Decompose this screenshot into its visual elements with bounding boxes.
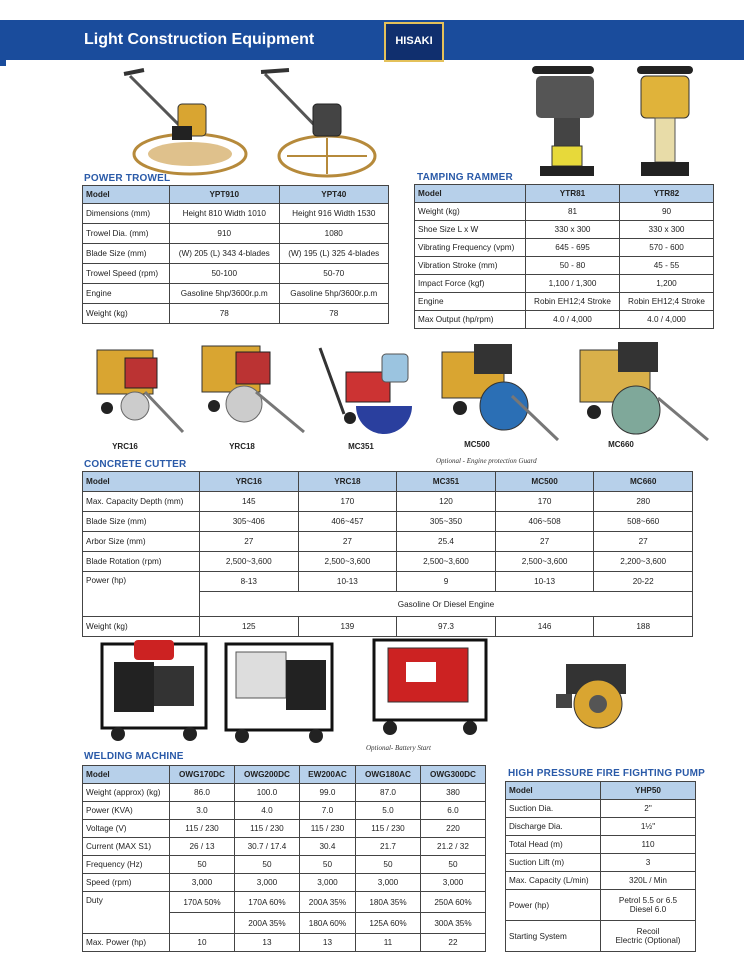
power-line: Diesel 6.0 — [629, 905, 667, 914]
table-cell: 2" — [601, 800, 696, 818]
table-cell: 3,000 — [170, 874, 235, 892]
table-cell: 50 — [356, 856, 421, 874]
table-cell: 30.4 — [299, 838, 355, 856]
table-cell: 100.0 — [234, 784, 299, 802]
table-cell: 26 / 13 — [170, 838, 235, 856]
row-label: Shoe Size L x W — [415, 221, 526, 239]
concrete-cutter-mc351-image — [316, 344, 432, 436]
table-cell: 280 — [594, 492, 693, 512]
row-label: Power (hp) — [83, 572, 200, 617]
table-cell: 27 — [495, 532, 594, 552]
welding-machine-table — [82, 765, 486, 952]
table-cell: 145 — [200, 492, 299, 512]
table-cell: 50 - 80 — [526, 257, 620, 275]
table-cell: 1,200 — [620, 275, 714, 293]
table-cell: 20-22 — [594, 572, 693, 592]
table-cell: 50 — [420, 856, 485, 874]
row-label: Power (hp) — [506, 890, 601, 921]
row-label: Discharge Dia. — [506, 818, 601, 836]
table-cell: 146 — [495, 617, 594, 637]
table-cell: 3,000 — [356, 874, 421, 892]
table-cell: 115 / 230 — [356, 820, 421, 838]
row-label: Weight (kg) — [83, 304, 170, 324]
column-header: MC500 — [495, 472, 594, 492]
column-header: YTR82 — [620, 185, 714, 203]
row-label: Trowel Speed (rpm) — [83, 264, 170, 284]
table-header-row — [83, 186, 389, 204]
row-label: Dimensions (mm) — [83, 204, 170, 224]
column-header: OWG300DC — [420, 766, 485, 784]
table-cell: 50-70 — [279, 264, 389, 284]
table-cell: 13 — [234, 934, 299, 952]
cutter-caption: YRC18 — [229, 442, 255, 451]
table-cell: 4.0 — [234, 802, 299, 820]
table-cell: 99.0 — [299, 784, 355, 802]
concrete-cutter-mc500-image — [432, 336, 562, 446]
table-cell: 3,000 — [234, 874, 299, 892]
power-trowel-title: POWER TROWEL — [84, 173, 171, 184]
table-cell: 10-13 — [298, 572, 397, 592]
fire-pump-table — [505, 781, 696, 952]
table-cell: 170 — [298, 492, 397, 512]
table-row — [83, 304, 389, 324]
table-cell: 50 — [234, 856, 299, 874]
column-header: EW200AC — [299, 766, 355, 784]
table-cell: 1080 — [279, 224, 389, 244]
table-header-row — [83, 766, 486, 784]
table-row — [506, 890, 696, 921]
row-label: Suction Dia. — [506, 800, 601, 818]
welding-machine-image-1 — [94, 636, 214, 744]
start-line: Electric (Optional) — [615, 936, 681, 945]
table-cell: 1,100 / 1,300 — [526, 275, 620, 293]
table-cell: 27 — [200, 532, 299, 552]
table-cell: Robin EH12;4 Stroke — [526, 293, 620, 311]
table-cell: 305~406 — [200, 512, 299, 532]
table-cell: 50-100 — [170, 264, 280, 284]
table-cell: Gasoline 5hp/3600r.p.m — [170, 284, 280, 304]
table-row — [83, 284, 389, 304]
row-label: Max. Capacity (L/min) — [506, 872, 601, 890]
table-cell: 1½" — [601, 818, 696, 836]
table-cell: 3,000 — [420, 874, 485, 892]
table-cell: 380 — [420, 784, 485, 802]
table-cell: 7.0 — [299, 802, 355, 820]
table-row — [506, 818, 696, 836]
concrete-cutter-yrc16-image — [85, 336, 190, 441]
table-row — [83, 892, 486, 913]
logo-text: HISAKI — [395, 35, 433, 47]
table-cell: 97.3 — [397, 617, 496, 637]
welding-optional-note: Optional- Battery Start — [366, 744, 431, 752]
column-header: YRC18 — [298, 472, 397, 492]
table-row — [415, 221, 714, 239]
table-row — [83, 512, 693, 532]
table-cell: 3,000 — [299, 874, 355, 892]
table-row — [83, 532, 693, 552]
table-header-row — [415, 185, 714, 203]
table-cell: 8-13 — [200, 572, 299, 592]
table-cell: Height 810 Width 1010 — [170, 204, 280, 224]
cutter-caption: MC660 — [608, 440, 634, 449]
row-label: Max Output (hp/rpm) — [415, 311, 526, 329]
row-label: Voltage (V) — [83, 820, 170, 838]
table-cell: 220 — [420, 820, 485, 838]
row-label: Impact Force (kgf) — [415, 275, 526, 293]
table-cell — [601, 921, 696, 952]
power-trowel-ypt40-image — [255, 66, 380, 178]
header-accent — [0, 20, 6, 66]
table-cell: Height 916 Width 1530 — [279, 204, 389, 224]
table-cell: 910 — [170, 224, 280, 244]
table-row — [83, 204, 389, 224]
column-header: Model — [506, 782, 601, 800]
table-cell: 2,500~3,600 — [495, 552, 594, 572]
table-cell: 115 / 230 — [170, 820, 235, 838]
cutter-optional-note: Optional - Engine protection Guard — [436, 457, 537, 465]
power-line: Petrol 5.5 or 6.5 — [618, 896, 678, 905]
row-label: Vibrating Frequency (vpm) — [415, 239, 526, 257]
row-label: Vibration Stroke (mm) — [415, 257, 526, 275]
table-row — [83, 552, 693, 572]
cutter-caption: MC500 — [464, 440, 490, 449]
column-header: YPT910 — [170, 186, 280, 204]
table-header-row — [506, 782, 696, 800]
table-cell: 188 — [594, 617, 693, 637]
table-cell: 330 x 300 — [620, 221, 714, 239]
table-cell: 250A 60% — [420, 892, 485, 913]
table-cell: 115 / 230 — [234, 820, 299, 838]
table-row — [506, 800, 696, 818]
table-cell: 115 / 230 — [299, 820, 355, 838]
column-header: Model — [83, 186, 170, 204]
table-cell: 3 — [601, 854, 696, 872]
table-row — [506, 836, 696, 854]
table-cell: 2,200~3,600 — [594, 552, 693, 572]
column-header: MC660 — [594, 472, 693, 492]
table-row — [415, 203, 714, 221]
table-row — [415, 257, 714, 275]
table-row — [83, 934, 486, 952]
welding-machine-image-3 — [366, 634, 494, 744]
column-header: Model — [83, 472, 200, 492]
table-cell: 406~508 — [495, 512, 594, 532]
row-label: Weight (approx) (kg) — [83, 784, 170, 802]
welding-machine-title: WELDING MACHINE — [84, 751, 184, 762]
table-cell: 78 — [279, 304, 389, 324]
table-cell: 87.0 — [356, 784, 421, 802]
row-label: Total Head (m) — [506, 836, 601, 854]
engine-note-cell: Gasoline Or Diesel Engine — [200, 592, 693, 617]
table-cell: 180A 60% — [299, 913, 355, 934]
row-label: Current (MAX S1) — [83, 838, 170, 856]
table-cell: 170A 60% — [234, 892, 299, 913]
row-label: Frequency (Hz) — [83, 856, 170, 874]
column-header: Model — [83, 766, 170, 784]
table-row — [506, 854, 696, 872]
table-cell: 5.0 — [356, 802, 421, 820]
table-cell: 300A 35% — [420, 913, 485, 934]
column-header: Model — [415, 185, 526, 203]
row-label: Arbor Size (mm) — [83, 532, 200, 552]
table-cell — [601, 890, 696, 921]
row-label: Starting System — [506, 921, 601, 952]
tamping-rammer-ytr82-image — [625, 62, 705, 182]
table-cell: 10 — [170, 934, 235, 952]
row-label: Weight (kg) — [83, 617, 200, 637]
table-row — [83, 264, 389, 284]
table-cell: 320L / Min — [601, 872, 696, 890]
table-cell: 50 — [299, 856, 355, 874]
page-header — [0, 0, 744, 66]
table-cell: 2,500~3,600 — [298, 552, 397, 572]
row-label: Engine — [83, 284, 170, 304]
row-label: Trowel Dia. (mm) — [83, 224, 170, 244]
table-cell: 9 — [397, 572, 496, 592]
table-cell: 10-13 — [495, 572, 594, 592]
table-row — [415, 293, 714, 311]
table-cell: 13 — [299, 934, 355, 952]
row-label: Engine — [415, 293, 526, 311]
table-cell: 90 — [620, 203, 714, 221]
row-label: Speed (rpm) — [83, 874, 170, 892]
concrete-cutter-table — [82, 471, 693, 637]
row-label: Power (KVA) — [83, 802, 170, 820]
table-cell: 125A 60% — [356, 913, 421, 934]
table-cell: 21.2 / 32 — [420, 838, 485, 856]
welding-machine-image-2 — [216, 636, 342, 746]
table-cell: 406~457 — [298, 512, 397, 532]
row-label: Max. Capacity Depth (mm) — [83, 492, 200, 512]
table-cell: 570 - 600 — [620, 239, 714, 257]
table-row — [506, 921, 696, 952]
page-title: Light Construction Equipment — [84, 31, 315, 48]
fire-fighting-pump-image — [552, 646, 642, 736]
cutter-caption: YRC16 — [112, 442, 138, 451]
row-label: Blade Size (mm) — [83, 244, 170, 264]
table-row — [83, 838, 486, 856]
column-header: YHP50 — [601, 782, 696, 800]
column-header: OWG170DC — [170, 766, 235, 784]
table-row — [83, 244, 389, 264]
table-cell: 170A 50% — [170, 892, 235, 913]
table-cell: 180A 35% — [356, 892, 421, 913]
concrete-cutter-title: CONCRETE CUTTER — [84, 459, 187, 470]
table-row — [83, 802, 486, 820]
concrete-cutter-mc660-image — [566, 336, 712, 444]
concrete-cutter-yrc18-image — [190, 332, 310, 438]
table-header-row — [83, 472, 693, 492]
row-label: Weight (kg) — [415, 203, 526, 221]
table-cell: 2,500~3,600 — [200, 552, 299, 572]
table-row — [83, 492, 693, 512]
table-row — [83, 224, 389, 244]
table-cell: 139 — [298, 617, 397, 637]
table-cell: 45 - 55 — [620, 257, 714, 275]
row-label: Duty — [83, 892, 170, 934]
table-cell: 25.4 — [397, 532, 496, 552]
column-header: MC351 — [397, 472, 496, 492]
table-cell: 4.0 / 4,000 — [620, 311, 714, 329]
start-line: Recoil — [636, 927, 660, 936]
table-cell: (W) 205 (L) 343 4-blades — [170, 244, 280, 264]
table-cell: 22 — [420, 934, 485, 952]
hisaki-logo — [384, 22, 444, 62]
table-row — [415, 239, 714, 257]
row-label: Suction Lift (m) — [506, 854, 601, 872]
fire-pump-title: HIGH PRESSURE FIRE FIGHTING PUMP — [508, 768, 705, 779]
power-trowel-ypt910-image — [120, 66, 250, 178]
table-row — [506, 872, 696, 890]
table-cell: 78 — [170, 304, 280, 324]
column-header: YRC16 — [200, 472, 299, 492]
column-header: YTR81 — [526, 185, 620, 203]
table-cell: 200A 35% — [234, 913, 299, 934]
column-header: OWG200DC — [234, 766, 299, 784]
table-cell: 11 — [356, 934, 421, 952]
table-cell: 86.0 — [170, 784, 235, 802]
table-row — [83, 874, 486, 892]
table-cell: 200A 35% — [299, 892, 355, 913]
table-row — [83, 820, 486, 838]
cutter-caption: MC351 — [348, 442, 374, 451]
table-cell: 2,500~3,600 — [397, 552, 496, 572]
row-label: Blade Size (mm) — [83, 512, 200, 532]
row-label: Max. Power (hp) — [83, 934, 170, 952]
column-header: OWG180AC — [356, 766, 421, 784]
table-row — [415, 275, 714, 293]
table-row — [415, 311, 714, 329]
table-cell: 120 — [397, 492, 496, 512]
table-cell: (W) 195 (L) 325 4-blades — [279, 244, 389, 264]
table-cell: 305~350 — [397, 512, 496, 532]
table-row — [83, 784, 486, 802]
table-cell: 110 — [601, 836, 696, 854]
table-cell: 3.0 — [170, 802, 235, 820]
tamping-rammer-table — [414, 184, 714, 329]
table-row — [83, 572, 693, 592]
table-cell: 81 — [526, 203, 620, 221]
table-cell: 170 — [495, 492, 594, 512]
tamping-rammer-ytr81-image — [522, 62, 610, 182]
table-cell: 30.7 / 17.4 — [234, 838, 299, 856]
power-trowel-table — [82, 185, 389, 324]
tamping-rammer-title: TAMPING RAMMER — [417, 172, 513, 183]
table-cell: 508~660 — [594, 512, 693, 532]
table-cell: Gasoline 5hp/3600r.p.m — [279, 284, 389, 304]
table-cell: 125 — [200, 617, 299, 637]
table-cell: 6.0 — [420, 802, 485, 820]
table-cell: 645 - 695 — [526, 239, 620, 257]
table-cell: 4.0 / 4,000 — [526, 311, 620, 329]
table-row — [83, 856, 486, 874]
row-label: Blade Rotation (rpm) — [83, 552, 200, 572]
table-cell: 21.7 — [356, 838, 421, 856]
column-header: YPT40 — [279, 186, 389, 204]
table-cell — [170, 913, 235, 934]
table-cell: 27 — [298, 532, 397, 552]
table-cell: 27 — [594, 532, 693, 552]
table-cell: Robin EH12;4 Stroke — [620, 293, 714, 311]
table-cell: 330 x 300 — [526, 221, 620, 239]
table-cell: 50 — [170, 856, 235, 874]
